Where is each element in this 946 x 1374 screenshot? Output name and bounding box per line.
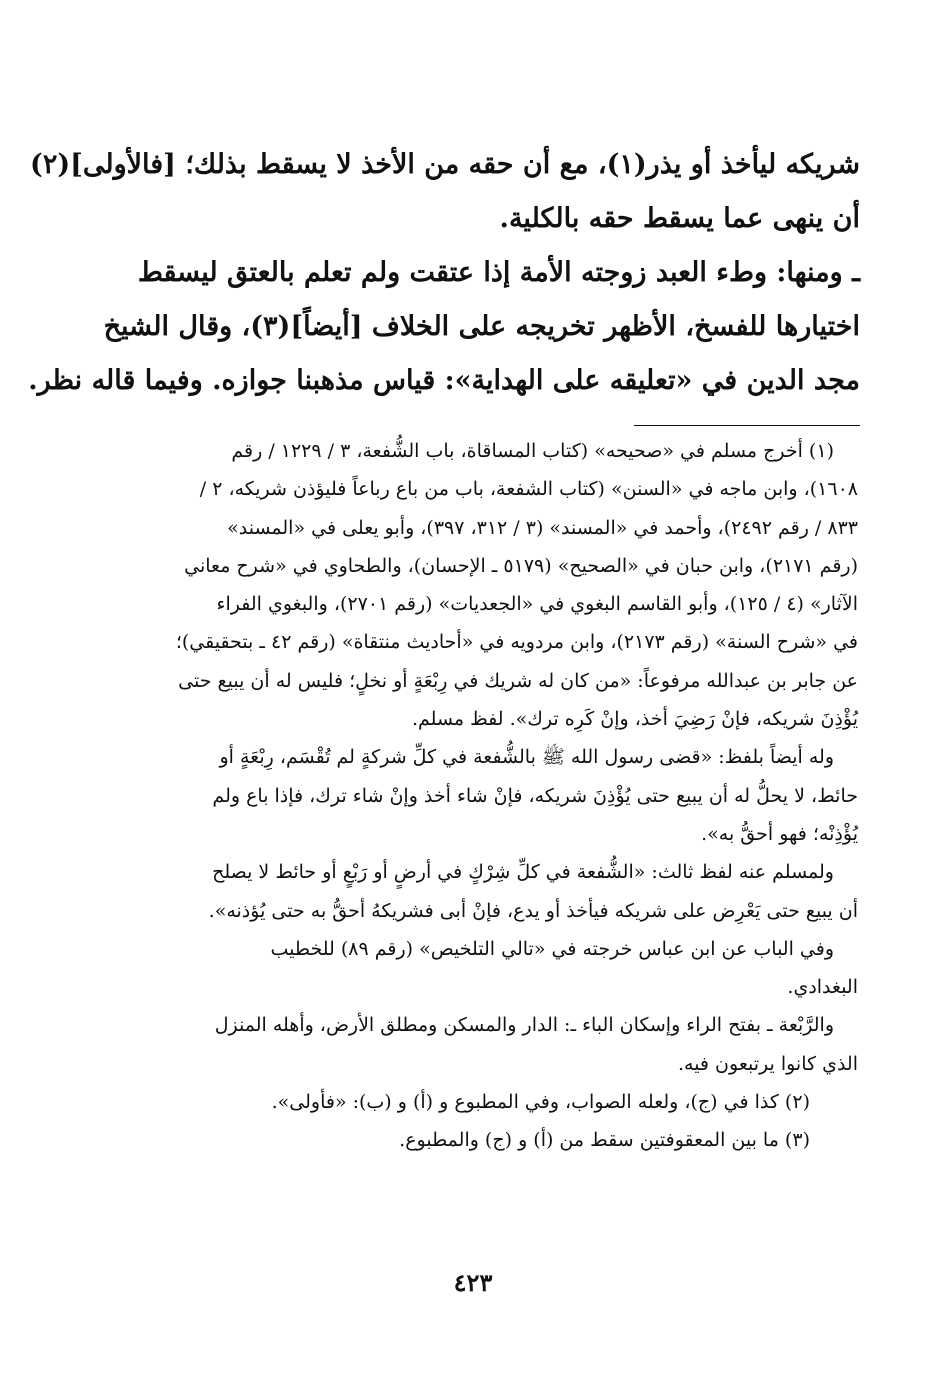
main-line: أن ينهى عما يسقط حقه بالكلية.: [499, 203, 860, 234]
footnote-line: والرَّبْعة ـ بفتح الراء وإسكان الباء ـ: الدار والمسكن ومطلق الأرض، وأهله المنزل: [214, 1014, 834, 1037]
footnote-line: (١) أخرج مسلم في «صحيحه» (كتاب المساقاة، باب الشُّفعة، ٣ / ١٢٢٩ / رقم: [231, 440, 834, 462]
page-number: ٤٢٣: [453, 1268, 493, 1297]
main-line: اختيارها للفسخ، الأظهر تخريجه على الخلاف [أيضاً](٣)، وقال الشيخ: [103, 311, 860, 342]
footnote-line: ٨٣٣ / رقم ٢٤٩٢)، وأحمد في «المسند» (٣ / ٣١٢، ٣٩٧)، وأبو يعلى في «المسند»: [227, 516, 858, 539]
footnote-line: يُؤْذِنْه؛ فهو أحقُّ به».: [701, 822, 858, 845]
footnote-line: أن يبيع حتى يَعْرِض على شريكه فيأخذ أو يدع، فإنْ أبى فشريكهُ أحقُّ به حتى يُؤذنه».: [208, 899, 858, 922]
main-line: شريكه ليأخذ أو يذر(١)، مع أن حقه من الأخذ لا يسقط بذلك؛ [فالأولى](٢): [30, 149, 860, 180]
footnote-line: الذي كانوا يرتبعون فيه.: [677, 1052, 858, 1075]
footnote-line: حائط، لا يحلُّ له أن يبيع حتى يُؤْذِنَ شريكه، فإنْ شاء أخذ وإنْ شاء ترك، فإذا باع ولم: [212, 784, 858, 807]
footnote-line: في «شرح السنة» (رقم ٢١٧٣)، وابن مردويه في «أحاديث منتقاة» (رقم ٤٢ ـ بتحقيقي)؛: [175, 631, 858, 654]
main-line: مجد الدين في «تعليقه على الهداية»: قياس مذهبنا جوازه. وفيما قاله نظر.: [28, 365, 860, 396]
footnote-line: (رقم ٢١٧١)، وابن حبان في «الصحيح» (٥١٧٩ ـ الإحسان)، والطحاوي في «شرح معاني: [184, 554, 858, 577]
footnotes: [132, 432, 858, 1160]
footnote-line: (٣) ما بين المعقوفتين سقط من (أ) و (ج) والمطبوع.: [399, 1129, 810, 1152]
footnote-line: البغدادي.: [787, 976, 858, 999]
footnote-line: عن جابر بن عبدالله مرفوعاً: «من كان له شريك في رِبْعَةٍ أو نخلٍ؛ فليس له أن يبيع حتى: [178, 669, 858, 692]
main-text: [28, 138, 860, 408]
footnote-separator: [634, 425, 860, 426]
footnote-line: ولمسلم عنه لفظ ثالث: «الشُّفعة في كلِّ شِرْكٍ في أرضٍ أو رَبْعٍ أو حائط لا يصلح: [212, 861, 834, 884]
footnote-line: وله أيضاً بلفظ: «قضى رسول الله ﷺ بالشُّفعة في كلِّ شركةٍ لم تُقْسَم، رِبْعَةٍ أو: [219, 746, 834, 769]
footnote-line: الآثار» (٤ / ١٢٥)، وأبو القاسم البغوي في «الجعديات» (رقم ٢٧٠١)، والبغوي الفراء: [216, 593, 858, 616]
footnote-line: وفي الباب عن ابن عباس خرجته في «تالي التلخيص» (رقم ٨٩) للخطيب: [270, 937, 834, 960]
main-line: ـ ومنها: وطء العبد زوجته الأمة إذا عتقت ولم تعلم بالعتق ليسقط: [137, 257, 860, 288]
footnote-line: ١٦٠٨)، وابن ماجه في «السنن» (كتاب الشفعة، باب من باع رباعاً فليؤذن شريكه، ٢ /: [199, 478, 858, 501]
footnote-line: (٢) كذا في (ج)، ولعله الصواب، وفي المطبوع و (أ) و (ب): «فأولى».: [271, 1091, 810, 1114]
footnote-line: يُؤْذِنَ شريكه، فإنْ رَضِيَ أخذ، وإنْ كَرِه ترك». لفظ مسلم.: [412, 708, 858, 731]
